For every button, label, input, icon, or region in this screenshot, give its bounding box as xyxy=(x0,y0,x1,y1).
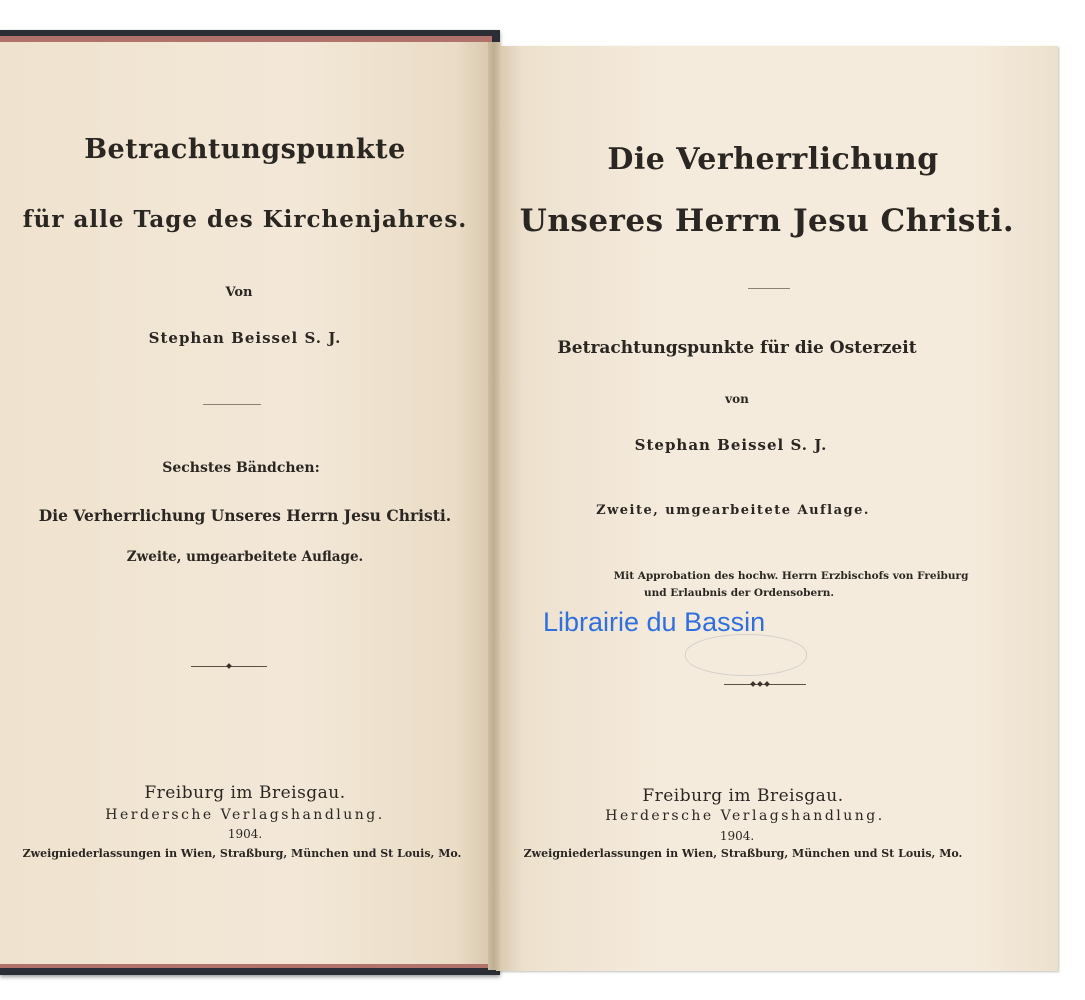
right-ornament-dot-1 xyxy=(750,681,756,687)
right-divider xyxy=(748,288,790,289)
left-author: Stephan Beissel S. J. xyxy=(148,329,342,347)
left-publisher: Herdersche Verlagshandlung. xyxy=(105,807,385,823)
right-ornament-dot-2 xyxy=(757,681,763,687)
right-approbation-line2: und Erlaubnis der Ordensobern. xyxy=(643,587,835,599)
book-gutter xyxy=(488,42,500,970)
right-branches: Zweigniederlassungen in Wien, Straßburg, München und St Louis, Mo. xyxy=(523,847,963,860)
left-volume: Sechstes Bändchen: xyxy=(162,460,320,476)
right-publisher: Herdersche Verlagshandlung. xyxy=(605,808,885,824)
right-title-line2: Unseres Herrn Jesu Christi. xyxy=(519,203,1015,239)
right-approbation-line1: Mit Approbation des hochw. Herrn Erzbischofs von Freiburg xyxy=(613,570,969,582)
watermark-text: Librairie du Bassin xyxy=(543,607,766,637)
left-by: Von xyxy=(225,285,253,300)
right-title-line1: Die Verherrlichung xyxy=(607,142,939,177)
right-page xyxy=(496,46,1058,971)
left-divider xyxy=(203,404,261,405)
left-title: Betrachtungspunkte xyxy=(84,134,406,165)
right-by: von xyxy=(725,392,749,406)
right-city: Freiburg im Breisgau. xyxy=(642,786,844,806)
right-author: Stephan Beissel S. J. xyxy=(634,436,828,454)
left-subtitle: für alle Tage des Kirchenjahres. xyxy=(22,206,468,233)
left-year: 1904. xyxy=(227,827,263,841)
faint-library-stamp xyxy=(685,634,807,676)
left-city: Freiburg im Breisgau. xyxy=(144,783,346,803)
left-volume-title: Die Verherrlichung Unseres Herrn Jesu Christi. xyxy=(38,506,452,525)
left-ornament-dot xyxy=(226,663,232,669)
right-subtitle: Betrachtungspunkte für die Osterzeit xyxy=(557,338,917,358)
right-year: 1904. xyxy=(719,829,755,843)
left-branches: Zweigniederlassungen in Wien, Straßburg, München und St Louis, Mo. xyxy=(22,847,462,860)
left-page xyxy=(0,42,490,964)
right-ornament-dot-3 xyxy=(764,681,770,687)
right-edition: Zweite, umgearbeitete Auflage. xyxy=(596,503,870,518)
left-edition: Zweite, umgearbeitete Auflage. xyxy=(126,549,364,565)
